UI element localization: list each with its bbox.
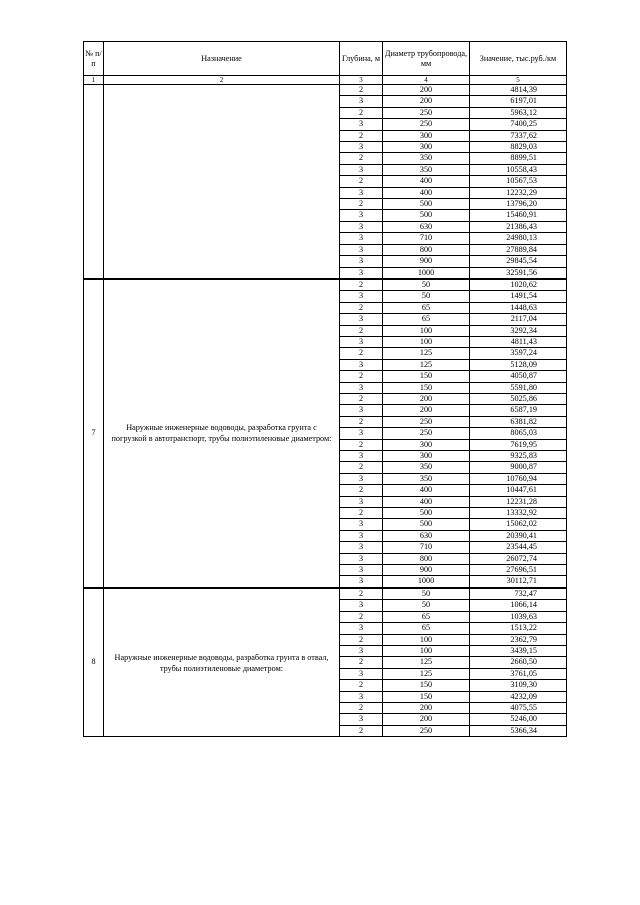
value-cell: 8829,03	[470, 142, 567, 153]
depth-cell: 3	[340, 359, 383, 370]
value-cell: 3109,30	[470, 680, 567, 691]
depth-cell: 3	[340, 233, 383, 244]
column-index: 1	[84, 76, 104, 85]
header-diameter: Диаметр трубопровода, мм	[383, 42, 470, 76]
depth-cell: 2	[340, 634, 383, 645]
value-cell: 2660,50	[470, 657, 567, 668]
value-cell: 5366,34	[470, 725, 567, 736]
depth-cell: 2	[340, 393, 383, 404]
depth-cell: 2	[340, 439, 383, 450]
diameter-cell: 1000	[383, 267, 470, 279]
value-cell: 24980,13	[470, 233, 567, 244]
section-name	[104, 85, 340, 279]
depth-cell: 3	[340, 623, 383, 634]
diameter-cell: 100	[383, 634, 470, 645]
header-depth: Глубина, м	[340, 42, 383, 76]
value-cell: 732,47	[470, 588, 567, 600]
value-cell: 4811,43	[470, 336, 567, 347]
depth-cell: 2	[340, 371, 383, 382]
depth-cell: 3	[340, 530, 383, 541]
section-number	[84, 85, 104, 279]
depth-cell: 2	[340, 199, 383, 210]
diameter-cell: 400	[383, 176, 470, 187]
value-cell: 4050,87	[470, 371, 567, 382]
diameter-cell: 400	[383, 187, 470, 198]
depth-cell: 2	[340, 107, 383, 118]
depth-cell: 3	[340, 473, 383, 484]
value-cell: 3761,05	[470, 668, 567, 679]
header-row	[84, 42, 567, 76]
value-cell: 6381,82	[470, 416, 567, 427]
depth-cell: 3	[340, 142, 383, 153]
diameter-cell: 500	[383, 199, 470, 210]
diameter-cell: 100	[383, 336, 470, 347]
depth-cell: 2	[340, 130, 383, 141]
depth-cell: 3	[340, 519, 383, 530]
table-body	[84, 42, 567, 737]
section-number: 8	[84, 588, 104, 737]
depth-cell: 2	[340, 302, 383, 313]
depth-cell: 3	[340, 244, 383, 255]
depth-cell: 3	[340, 96, 383, 107]
diameter-cell: 65	[383, 302, 470, 313]
diameter-cell: 800	[383, 244, 470, 255]
value-cell: 7337,62	[470, 130, 567, 141]
depth-cell: 2	[340, 702, 383, 713]
diameter-cell: 50	[383, 600, 470, 611]
diameter-cell: 150	[383, 691, 470, 702]
value-cell: 15460,91	[470, 210, 567, 221]
depth-cell: 3	[340, 496, 383, 507]
value-cell: 5128,09	[470, 359, 567, 370]
column-index: 5	[470, 76, 567, 85]
depth-cell: 3	[340, 553, 383, 564]
diameter-cell: 50	[383, 291, 470, 302]
value-cell: 10558,43	[470, 164, 567, 175]
value-cell: 2117,04	[470, 314, 567, 325]
value-cell: 1020,62	[470, 279, 567, 291]
depth-cell: 3	[340, 256, 383, 267]
diameter-cell: 125	[383, 359, 470, 370]
value-cell: 4075,55	[470, 702, 567, 713]
diameter-cell: 350	[383, 153, 470, 164]
value-cell: 1513,22	[470, 623, 567, 634]
depth-cell: 2	[340, 680, 383, 691]
value-cell: 13796,20	[470, 199, 567, 210]
depth-cell: 2	[340, 611, 383, 622]
value-cell: 10760,94	[470, 473, 567, 484]
depth-cell: 2	[340, 485, 383, 496]
value-cell: 12231,28	[470, 496, 567, 507]
depth-cell: 3	[340, 405, 383, 416]
value-cell: 3439,15	[470, 645, 567, 656]
depth-cell: 2	[340, 85, 383, 96]
depth-cell: 3	[340, 668, 383, 679]
column-index: 2	[104, 76, 340, 85]
depth-cell: 3	[340, 221, 383, 232]
diameter-cell: 150	[383, 371, 470, 382]
diameter-cell: 300	[383, 439, 470, 450]
value-cell: 32591,56	[470, 267, 567, 279]
value-cell: 9325,83	[470, 451, 567, 462]
value-cell: 27696,51	[470, 565, 567, 576]
value-cell: 20390,41	[470, 530, 567, 541]
value-cell: 5246,00	[470, 714, 567, 725]
depth-cell: 3	[340, 576, 383, 588]
table-row	[84, 85, 567, 96]
column-index: 4	[383, 76, 470, 85]
diameter-cell: 500	[383, 519, 470, 530]
depth-cell: 3	[340, 119, 383, 130]
diameter-cell: 50	[383, 588, 470, 600]
diameter-cell: 900	[383, 565, 470, 576]
header-no: № п/п	[84, 42, 104, 76]
depth-cell: 3	[340, 645, 383, 656]
depth-cell: 2	[340, 508, 383, 519]
diameter-cell: 630	[383, 530, 470, 541]
diameter-cell: 150	[383, 382, 470, 393]
value-cell: 15062,02	[470, 519, 567, 530]
diameter-cell: 800	[383, 553, 470, 564]
depth-cell: 2	[340, 153, 383, 164]
diameter-cell: 100	[383, 325, 470, 336]
depth-cell: 3	[340, 164, 383, 175]
diameter-cell: 200	[383, 393, 470, 404]
value-cell: 4814,39	[470, 85, 567, 96]
diameter-cell: 100	[383, 645, 470, 656]
depth-cell: 2	[340, 416, 383, 427]
depth-cell: 3	[340, 267, 383, 279]
depth-cell: 3	[340, 565, 383, 576]
value-cell: 30112,71	[470, 576, 567, 588]
value-cell: 5963,12	[470, 107, 567, 118]
value-cell: 3292,34	[470, 325, 567, 336]
depth-cell: 3	[340, 187, 383, 198]
diameter-cell: 710	[383, 542, 470, 553]
diameter-cell: 300	[383, 451, 470, 462]
depth-cell: 2	[340, 348, 383, 359]
diameter-cell: 200	[383, 96, 470, 107]
diameter-cell: 250	[383, 725, 470, 736]
diameter-cell: 250	[383, 428, 470, 439]
depth-cell: 2	[340, 462, 383, 473]
diameter-cell: 500	[383, 210, 470, 221]
diameter-cell: 65	[383, 314, 470, 325]
value-cell: 13332,92	[470, 508, 567, 519]
depth-cell: 3	[340, 451, 383, 462]
value-cell: 21386,43	[470, 221, 567, 232]
value-cell: 8899,51	[470, 153, 567, 164]
table-row	[84, 279, 567, 291]
depth-cell: 3	[340, 542, 383, 553]
value-cell: 26072,74	[470, 553, 567, 564]
value-cell: 1039,63	[470, 611, 567, 622]
value-cell: 10567,53	[470, 176, 567, 187]
depth-cell: 2	[340, 725, 383, 736]
diameter-cell: 900	[383, 256, 470, 267]
depth-cell: 3	[340, 600, 383, 611]
depth-cell: 2	[340, 325, 383, 336]
column-index-row	[84, 76, 567, 85]
value-cell: 1491,54	[470, 291, 567, 302]
value-cell: 10447,61	[470, 485, 567, 496]
section-number: 7	[84, 279, 104, 588]
diameter-cell: 200	[383, 702, 470, 713]
diameter-cell: 630	[383, 221, 470, 232]
depth-cell: 2	[340, 657, 383, 668]
depth-cell: 3	[340, 336, 383, 347]
value-cell: 27889,84	[470, 244, 567, 255]
value-cell: 29845,54	[470, 256, 567, 267]
value-cell: 5591,80	[470, 382, 567, 393]
value-cell: 9000,87	[470, 462, 567, 473]
depth-cell: 2	[340, 279, 383, 291]
value-cell: 6197,01	[470, 96, 567, 107]
value-cell: 1066,14	[470, 600, 567, 611]
value-cell: 4232,09	[470, 691, 567, 702]
header-name: Назначение	[104, 42, 340, 76]
value-cell: 12232,29	[470, 187, 567, 198]
diameter-cell: 50	[383, 279, 470, 291]
column-index: 3	[340, 76, 383, 85]
depth-cell: 3	[340, 428, 383, 439]
diameter-cell: 150	[383, 680, 470, 691]
price-table	[83, 41, 567, 737]
diameter-cell: 350	[383, 164, 470, 175]
depth-cell: 3	[340, 714, 383, 725]
value-cell: 6587,19	[470, 405, 567, 416]
value-cell: 7400,25	[470, 119, 567, 130]
diameter-cell: 400	[383, 485, 470, 496]
depth-cell: 3	[340, 314, 383, 325]
diameter-cell: 500	[383, 508, 470, 519]
section-name: Наружные инженерные водоводы, разработка грунта с погрузкой в автотранспорт, трубы полиэтиленовые диаметром:	[104, 279, 340, 588]
diameter-cell: 250	[383, 107, 470, 118]
value-cell: 23544,45	[470, 542, 567, 553]
diameter-cell: 400	[383, 496, 470, 507]
diameter-cell: 125	[383, 668, 470, 679]
diameter-cell: 125	[383, 657, 470, 668]
value-cell: 8065,03	[470, 428, 567, 439]
section-name: Наружные инженерные водоводы, разработка грунта в отвал, трубы полиэтиленовые диаметром:	[104, 588, 340, 737]
header-value: Значение, тыс.руб./км	[470, 42, 567, 76]
diameter-cell: 1000	[383, 576, 470, 588]
value-cell: 3597,24	[470, 348, 567, 359]
depth-cell: 3	[340, 291, 383, 302]
diameter-cell: 250	[383, 416, 470, 427]
diameter-cell: 300	[383, 130, 470, 141]
depth-cell: 2	[340, 176, 383, 187]
diameter-cell: 710	[383, 233, 470, 244]
depth-cell: 3	[340, 210, 383, 221]
diameter-cell: 300	[383, 142, 470, 153]
diameter-cell: 125	[383, 348, 470, 359]
value-cell: 1448,63	[470, 302, 567, 313]
diameter-cell: 350	[383, 462, 470, 473]
value-cell: 5025,86	[470, 393, 567, 404]
diameter-cell: 350	[383, 473, 470, 484]
table-row	[84, 588, 567, 600]
diameter-cell: 65	[383, 611, 470, 622]
diameter-cell: 65	[383, 623, 470, 634]
value-cell: 7619,95	[470, 439, 567, 450]
diameter-cell: 250	[383, 119, 470, 130]
diameter-cell: 200	[383, 405, 470, 416]
value-cell: 2362,79	[470, 634, 567, 645]
diameter-cell: 200	[383, 85, 470, 96]
depth-cell: 3	[340, 382, 383, 393]
diameter-cell: 200	[383, 714, 470, 725]
depth-cell: 3	[340, 691, 383, 702]
depth-cell: 2	[340, 588, 383, 600]
